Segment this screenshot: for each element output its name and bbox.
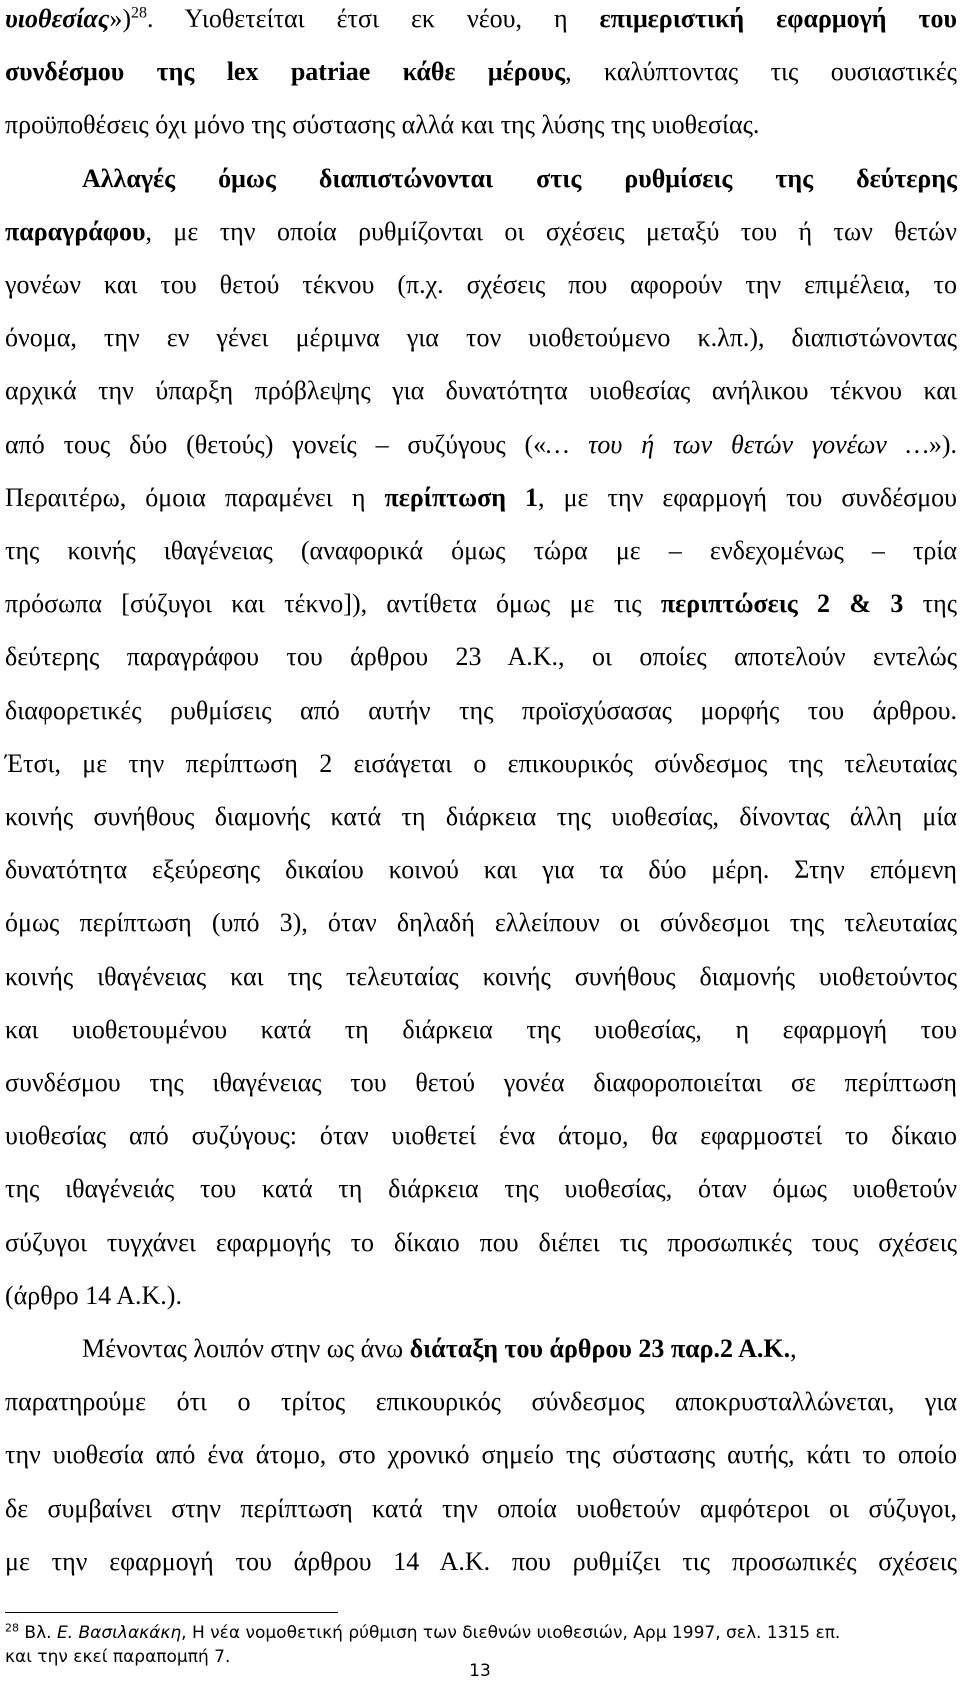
text-line — [5, 268, 957, 302]
text-line — [5, 1172, 957, 1206]
text-segment: συνδέσμου της ιθαγένειας του θετού γονέα διαφοροποιείται σε περίπτωση — [5, 1068, 957, 1097]
text-line — [5, 108, 957, 142]
text-segment: σύζυγοι τυγχάνει εφαρμογής το δίκαιο που διέπει τις προσωπικές τους σχέσεις — [5, 1227, 957, 1257]
text-segment: δε συμβαίνει στην περίπτωση κατά την οποία υιοθετούν αμφότεροι οι σύζυγοι, — [5, 1493, 957, 1523]
text-line — [5, 321, 957, 355]
text-line — [5, 1492, 957, 1526]
text-segment: παραγράφου — [5, 216, 146, 246]
text-segment: . Υιοθετείται έτσι εκ νέου, η — [147, 4, 600, 33]
text-line — [5, 853, 957, 887]
text-segment: περίπτωση 1 — [384, 482, 539, 512]
text-line — [5, 800, 957, 834]
text-segment: με την εφαρμογή του άρθρου 14 Α.Κ. που ρυθμίζει τις προσωπικές σχέσεις — [5, 1546, 957, 1576]
footnote-number: 28 — [5, 1621, 19, 1635]
footnote-line — [5, 1622, 957, 1644]
text-segment: διαφορετικές ρυθμίσεις από αυτήν της προϊσχύσασας μορφής του άρθρου. — [5, 695, 957, 725]
text-segment: Ε. Βασιλακάκη — [56, 1623, 182, 1643]
footnote-separator — [5, 1612, 338, 1613]
text-segment: Βλ. — [19, 1623, 57, 1643]
text-segment: πρόσωπα [σύζυγοι και τέκνο]), αντίθετα όμως με τις — [5, 589, 661, 619]
text-segment: , με την εφαρμογή του συνδέσμου — [538, 482, 958, 512]
text-line — [5, 428, 957, 462]
text-segment: της κοινής ιθαγένειας (αναφορικά όμως τώρα με – ενδεχομένως – τρία — [5, 536, 957, 565]
text-segment: κοινής ιθαγένειας και της τελευταίας κοινής συνήθους διαμονής υιοθετούντος — [5, 961, 957, 991]
text-segment: Αλλαγές όμως διαπιστώνονται στις ρυθμίσεις της δεύτερης — [82, 163, 957, 193]
footnote-ref: 28 — [131, 4, 148, 22]
text-segment: υιοθεσίας — [5, 4, 110, 33]
text-segment: υιοθεσίας από συζύγους: όταν υιοθετεί ένα άτομο, θα εφαρμοστεί το δίκαιο — [5, 1121, 957, 1151]
text-line — [5, 1119, 957, 1153]
text-segment: όμως περίπτωση (υπό 3), όταν δηλαδή ελλείπουν οι σύνδεσμοι της τελευταίας — [5, 908, 957, 938]
text-segment: γονέων και του θετού τέκνου (π.χ. σχέσεις που αφορούν την επιμέλεια, το — [5, 270, 957, 299]
text-line — [5, 2, 957, 36]
text-line — [5, 1279, 957, 1313]
text-line — [5, 747, 957, 781]
text-line — [5, 906, 957, 940]
text-segment: προϋποθέσεις όχι μόνο της σύστασης αλλά και της λύσης της υιοθεσίας. — [5, 110, 760, 140]
text-segment: ») — [109, 4, 132, 33]
text-segment: της — [903, 589, 957, 619]
page-number: 13 — [469, 1661, 491, 1681]
text-segment: αρχικά την ύπαρξη πρόβλεψης για δυνατότητα υιοθεσίας ανήλικου τέκνου και — [5, 376, 957, 406]
text-segment: όνομα, την εν γένει μέριμνα για τον υιοθετούμενο κ.λπ.), διαπιστώνοντας — [5, 323, 957, 353]
text-segment: από τους δύο (θετούς) γονείς – συζύγους (« — [5, 429, 547, 459]
text-segment: δυνατότητα εξεύρεσης δικαίου κοινού και για τα δύο μέρη. Στην επόμενη — [5, 855, 957, 885]
text-line — [5, 694, 957, 728]
text-segment: περιπτώσεις 2 & 3 — [660, 589, 904, 619]
text-segment: , — [790, 1334, 797, 1363]
text-segment: , Η νέα νομοθετική ρύθμιση των διεθνών υιοθεσιών, Αρμ 1997, σελ. 1315 επ. — [181, 1623, 841, 1643]
text-segment: και υιοθετουμένου κατά τη διάρκεια της υιοθεσίας, η εφαρμογή του — [5, 1014, 957, 1044]
text-segment: Έτσι, με την περίπτωση 2 εισάγεται ο επικουρικός σύνδεσμος της τελευταίας — [5, 748, 957, 778]
text-line — [5, 1385, 957, 1419]
text-segment: (άρθρο 14 Α.Κ.). — [5, 1280, 182, 1310]
text-segment: δεύτερης παραγράφου του άρθρου 23 Α.Κ., οι οποίες αποτελούν εντελώς — [5, 642, 957, 672]
text-segment: Περαιτέρω, όμοια παραμένει η — [5, 482, 385, 512]
text-segment: Μένοντας λοιπόν στην ως άνω — [82, 1334, 410, 1363]
text-segment: επιμεριστική εφαρμογή του — [599, 4, 957, 33]
text-segment: , με την οποία ρυθμίζονται οι σχέσεις μεταξύ του ή των θετών — [145, 216, 957, 246]
text-segment: την υιοθεσία από ένα άτομο, στο χρονικό σημείο της σύστασης αυτής, κάτι το οποίο — [5, 1440, 957, 1470]
text-segment: παρατηρούμε ότι ο τρίτος επικουρικός σύνδεσμος αποκρυσταλλώνεται, για — [5, 1387, 957, 1417]
text-line — [5, 960, 957, 994]
text-segment: … του ή των θετών γονέων … — [546, 429, 929, 459]
text-line — [5, 1545, 957, 1579]
text-segment: και την εκεί παραπομπή 7. — [5, 1647, 231, 1667]
text-segment: συνδέσμου της lex patriae κάθε μέρους — [5, 57, 566, 87]
text-line — [5, 1013, 957, 1047]
text-line — [5, 1438, 957, 1472]
text-segment: κοινής συνήθους διαμονής κατά τη διάρκεια της υιοθεσίας, δίνοντας άλλη μία — [5, 802, 957, 831]
text-segment: της ιθαγένειάς του κατά τη διάρκεια της υιοθεσίας, όταν όμως υιοθετούν — [5, 1174, 957, 1204]
text-line — [82, 1332, 957, 1366]
text-line — [5, 1066, 957, 1100]
text-line — [5, 374, 957, 408]
text-segment: διάταξη του άρθρου 23 παρ.2 Α.Κ. — [409, 1334, 791, 1363]
text-segment: »). — [928, 429, 957, 459]
text-line — [5, 587, 957, 621]
text-line — [5, 215, 957, 249]
text-line — [5, 481, 957, 515]
text-line — [5, 55, 957, 89]
text-line — [82, 162, 957, 196]
text-line — [5, 1226, 957, 1260]
text-line — [5, 640, 957, 674]
text-line — [5, 534, 957, 568]
text-segment: , καλύπτοντας τις ουσιαστικές — [565, 57, 957, 87]
